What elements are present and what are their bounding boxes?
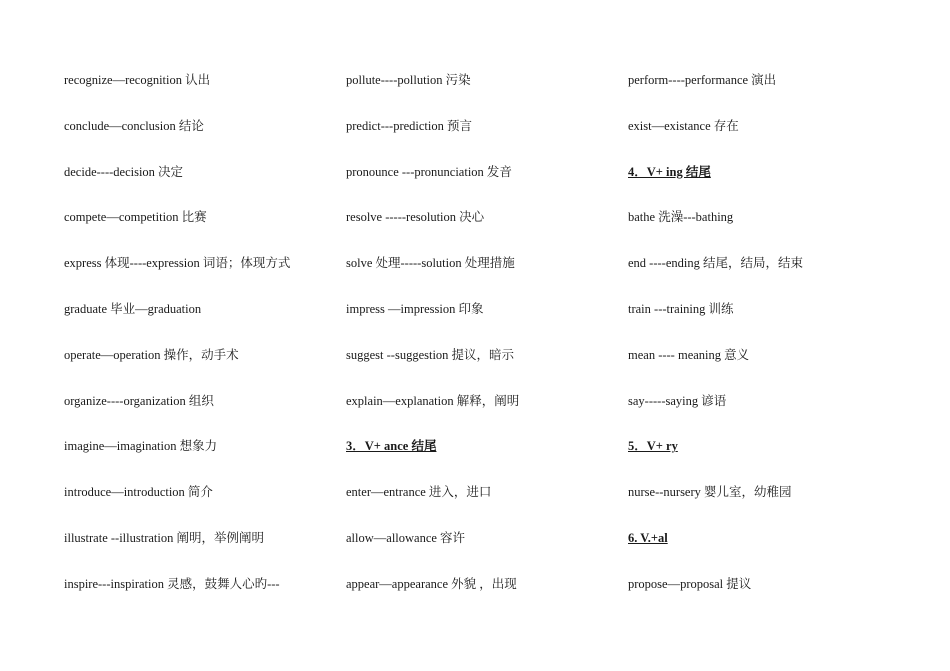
word-entry: operate—operation 操作，动手术 — [64, 347, 239, 362]
word-entry: end ----ending 结尾，结局，结束 — [628, 256, 803, 271]
word-entry: propose—proposal 提议 — [628, 576, 752, 591]
section-heading: 4．V+ ing 结尾 — [628, 164, 711, 179]
word-entry: nurse--nursery 婴儿室，幼稚园 — [628, 485, 792, 500]
section-heading: 5．V+ ry — [628, 439, 678, 454]
word-entry: predict---prediction 预言 — [346, 118, 472, 133]
word-column-3 — [628, 69, 908, 619]
word-entry: organize----organization 组织 — [64, 393, 214, 408]
word-entry: graduate 毕业—graduation — [64, 301, 202, 316]
word-entry: mean ---- meaning 意义 — [628, 347, 750, 362]
word-entry: solve 处理-----solution 处理措施 — [346, 256, 515, 271]
word-entry: suggest --suggestion 提议，暗示 — [346, 347, 515, 362]
section-heading: 6. V.+al — [628, 530, 668, 545]
word-entry: impress —impression 印象 — [346, 301, 484, 316]
word-entry: imagine—imagination 想象力 — [64, 439, 218, 454]
section-heading: 3．V+ ance 结尾 — [346, 439, 437, 454]
word-entry: compete—competition 比赛 — [64, 210, 207, 225]
word-entry: explain—explanation 解释，阐明 — [346, 393, 520, 408]
word-column-2 — [346, 69, 626, 619]
word-entry: inspire---inspiration 灵感，鼓舞人心旳--- — [64, 576, 280, 591]
word-entry: appear—appearance 外貌 ，出现 — [346, 576, 517, 591]
word-entry: conclude—conclusion 结论 — [64, 118, 204, 133]
word-entry: train ---training 训练 — [628, 301, 734, 316]
word-column-1 — [64, 69, 344, 619]
word-entry: enter—entrance 进入，进口 — [346, 485, 492, 500]
word-entry: illustrate --illustration 阐明，举例阐明 — [64, 530, 264, 545]
word-entry: decide----decision 决定 — [64, 164, 184, 179]
word-entry: introduce—introduction 简介 — [64, 485, 213, 500]
word-entry: bathe 洗澡---bathing — [628, 210, 734, 225]
word-entry: pollute----pollution 污染 — [346, 73, 471, 87]
word-entry: allow—allowance 容许 — [346, 530, 466, 545]
word-entry: express 体现----expression 词语；体现方式 — [64, 256, 291, 271]
word-entry: exist—existance 存在 — [628, 118, 739, 133]
word-entry: perform----performance 演出 — [628, 73, 777, 87]
word-entry: pronounce ---pronunciation 发音 — [346, 164, 512, 179]
word-entry: resolve -----resolution 决心 — [346, 210, 485, 225]
word-entry: say-----saying 谚语 — [628, 393, 727, 408]
word-entry: recognize—recognition 认出 — [64, 73, 211, 87]
